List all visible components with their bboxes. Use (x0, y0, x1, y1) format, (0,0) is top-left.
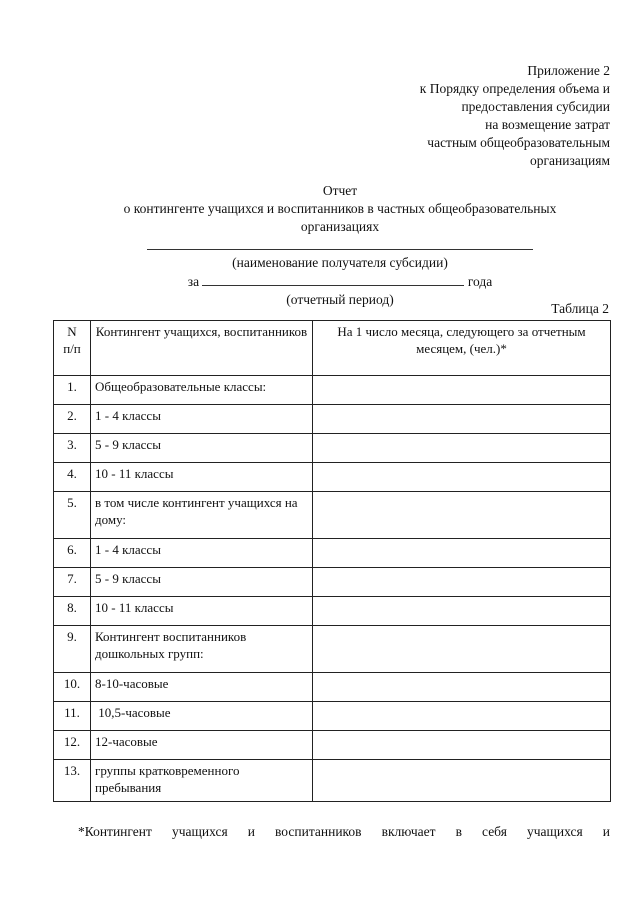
appendix-line: к Порядку определения объема и (419, 81, 610, 96)
row-name: 10 - 11 классы (91, 597, 313, 626)
row-num: 10. (54, 673, 91, 702)
report-title: Отчет (322, 183, 358, 198)
row-name: 1 - 4 классы (91, 405, 313, 434)
table-row (54, 673, 611, 702)
row-name: 8-10-часовые (91, 673, 313, 702)
recipient-caption: (наименование получателя субсидии) (232, 255, 448, 270)
period-caption: (отчетный период) (286, 292, 394, 307)
appendix-line: организациям (529, 153, 610, 168)
row-num: 4. (54, 463, 91, 492)
row-value-cell[interactable] (313, 434, 611, 463)
row-value-cell[interactable] (313, 376, 611, 405)
row-name: группы кратковременного пребывания (91, 760, 313, 802)
row-name: Контингент воспитанников дошкольных групп: (91, 626, 313, 673)
table-row (54, 626, 611, 673)
row-value-cell[interactable] (313, 405, 611, 434)
row-num: 13. (54, 760, 91, 802)
row-name: 12-часовые (91, 731, 313, 760)
table-row (54, 568, 611, 597)
row-num: 8. (54, 597, 91, 626)
table-row (54, 463, 611, 492)
report-title-block (40, 182, 640, 309)
table-row (54, 376, 611, 405)
table-row (54, 731, 611, 760)
table-row (54, 434, 611, 463)
row-num: 12. (54, 731, 91, 760)
row-name: 10,5-часовые (91, 702, 313, 731)
table-row (54, 597, 611, 626)
row-name: в том числе контингент учащихся на дому: (91, 492, 313, 539)
row-value-cell[interactable] (313, 463, 611, 492)
row-num: 2. (54, 405, 91, 434)
row-num: 5. (54, 492, 91, 539)
table-label: Таблица 2 (551, 301, 609, 316)
report-subtitle-cont: организациях (300, 219, 380, 234)
appendix-heading (290, 62, 610, 170)
row-num: 6. (54, 539, 91, 568)
header-value: На 1 число месяца, следующего за отчетным месяцем, (чел.)* (313, 321, 611, 376)
table-header-row (54, 321, 611, 376)
row-name: 5 - 9 классы (91, 434, 313, 463)
row-name: Общеобразовательные классы: (91, 376, 313, 405)
row-value-cell[interactable] (313, 568, 611, 597)
row-num: 11. (54, 702, 91, 731)
contingent-table (53, 320, 611, 802)
period-prefix: за (187, 274, 200, 289)
appendix-line: предоставления субсидии (461, 99, 610, 114)
period-suffix: года (467, 274, 493, 289)
row-value-cell[interactable] (313, 492, 611, 539)
row-value-cell[interactable] (313, 539, 611, 568)
footnote: *Контингент учащихся и воспитанников включает в себя учащихся и (78, 824, 610, 839)
recipient-name-blank[interactable] (147, 236, 533, 250)
row-name: 10 - 11 классы (91, 463, 313, 492)
row-num: 3. (54, 434, 91, 463)
table-row (54, 539, 611, 568)
period-blank[interactable] (202, 272, 464, 286)
table-row (54, 760, 611, 802)
row-value-cell[interactable] (313, 673, 611, 702)
report-subtitle: о контингенте учащихся и воспитанников в частных общеобразовательных (123, 201, 557, 216)
appendix-line: частным общеобразовательным (427, 135, 610, 150)
row-value-cell[interactable] (313, 760, 611, 802)
row-value-cell[interactable] (313, 626, 611, 673)
row-name: 1 - 4 классы (91, 539, 313, 568)
appendix-line: Приложение 2 (527, 63, 610, 78)
row-value-cell[interactable] (313, 702, 611, 731)
header-num: N п/п (54, 321, 91, 376)
header-name: Контингент учащихся, воспитанников (91, 321, 313, 376)
table-row (54, 492, 611, 539)
appendix-line: на возмещение затрат (485, 117, 610, 132)
row-num: 1. (54, 376, 91, 405)
row-num: 9. (54, 626, 91, 673)
row-value-cell[interactable] (313, 597, 611, 626)
table-row (54, 702, 611, 731)
table-row (54, 405, 611, 434)
row-value-cell[interactable] (313, 731, 611, 760)
row-num: 7. (54, 568, 91, 597)
row-name: 5 - 9 классы (91, 568, 313, 597)
